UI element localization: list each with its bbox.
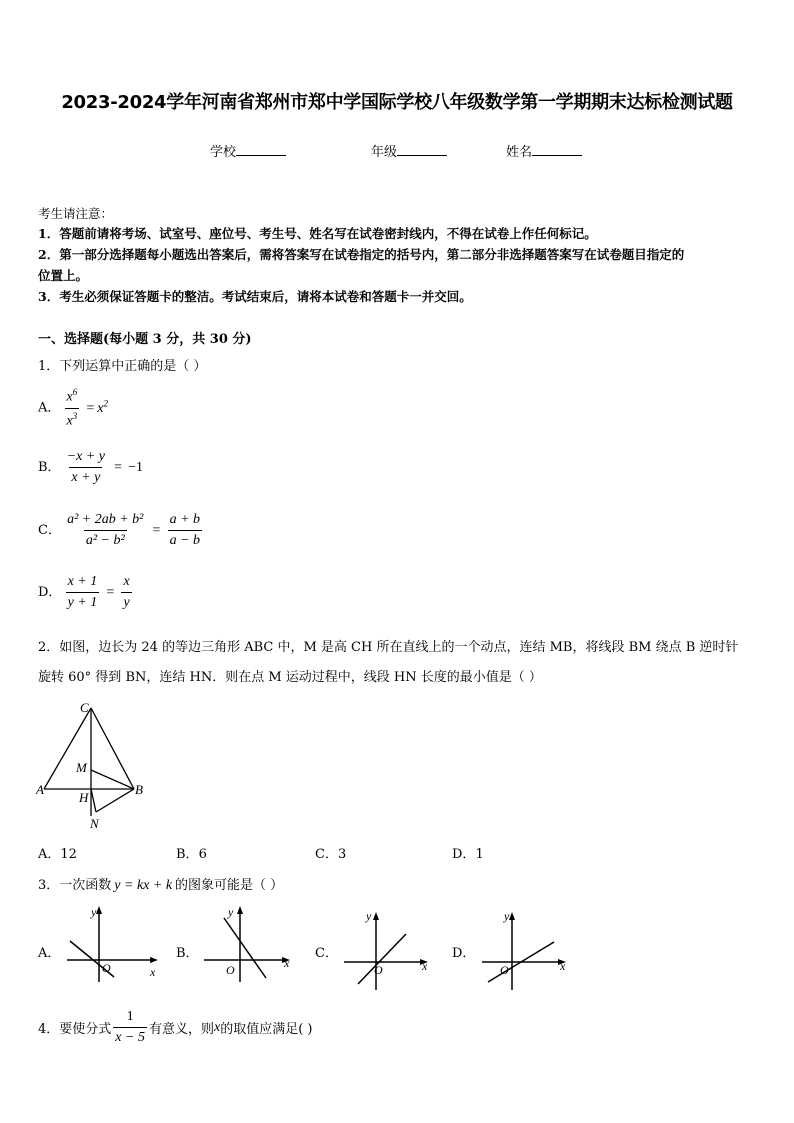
svg-text:x: x xyxy=(284,956,290,970)
segment-mb xyxy=(91,770,134,789)
notice-item-2b: 位置上。 xyxy=(38,268,89,283)
segment-hn xyxy=(91,789,96,812)
q3-stem: 3．一次函数 y = kx + k 的图象可能是（ ） xyxy=(38,878,284,893)
label-m: M xyxy=(76,760,87,775)
school-field xyxy=(210,141,286,160)
q1-d-label: D． xyxy=(38,585,62,600)
q1-c-label: C． xyxy=(38,523,61,538)
school-label: 学校 xyxy=(210,145,237,160)
q1-c-fraction-left: $\frac{\text{a² + 2ab + b²}}{\text{a² − b²}}$ xyxy=(67,512,144,548)
grade-field xyxy=(371,141,447,160)
page-title: 2023-2024学年河南省郑州市郑中学国际学校八年级数学第一学期期末达标检测试题 xyxy=(61,92,733,113)
q2-option-a: A．12 xyxy=(38,847,77,862)
svg-text:O: O xyxy=(226,963,235,977)
side-ac xyxy=(44,708,91,789)
q1-a-fraction: $\frac{x^6}{x^3}$ xyxy=(66,387,78,429)
q2-option-b: B．6 xyxy=(176,847,207,862)
q2-stem-line1: 2．如图，边长为 24 的等边三角形 ABC 中，M 是高 CH 所在直线上的一个动点，连结 MB，将线段 BM 绕点 B 逆时针 xyxy=(38,640,739,655)
q1-option-b: B． $\frac{-x + y}{x + y}$ = −1 xyxy=(38,449,143,485)
q1-option-a: A． $\frac{x^6}{x^3}$ = $x^2$ xyxy=(38,387,109,429)
q4-fraction: $\frac{1}{x - 5}$ xyxy=(115,1009,145,1045)
q4-stem: 4．要使分式 $\frac{1}{x - 5}$ 有意义，则 x 的取值应满足( ) xyxy=(38,1009,313,1045)
label-n: N xyxy=(90,816,99,831)
q1-a-label: A． xyxy=(38,400,61,416)
q3-graph-a xyxy=(62,904,162,984)
q3-option-b-label: B． xyxy=(176,946,199,961)
q3-option-d-label: D． xyxy=(452,946,476,961)
name-label: 姓名 xyxy=(506,145,533,160)
q3-option-a-label: A． xyxy=(38,946,61,961)
q3-graph-d xyxy=(478,904,578,992)
svg-text:y: y xyxy=(366,909,372,923)
q1-option-c: C． $\frac{\text{a² + 2ab + b²}}{\text{a² − b²}}$ = $\frac{a + b}{a - b}$ xyxy=(38,512,201,548)
side-bc xyxy=(91,708,134,789)
svg-text:x: x xyxy=(150,965,156,979)
segment-bn xyxy=(96,789,134,812)
name-field xyxy=(506,141,582,160)
grade-label: 年级 xyxy=(371,145,398,160)
label-b: B xyxy=(135,782,143,797)
q1-stem: 1．下列运算中正确的是（ ） xyxy=(38,359,207,374)
q1-c-fraction-right: $\frac{a + b}{a - b}$ xyxy=(169,512,201,548)
q2-option-c: C．3 xyxy=(315,847,347,862)
label-h: H xyxy=(79,790,89,805)
svg-text:x: x xyxy=(422,959,428,973)
q1-b-fraction: $\frac{-x + y}{x + y}$ xyxy=(66,449,106,485)
section-heading: 一、选择题(每小题 3 分，共 30 分) xyxy=(38,332,252,347)
grade-blank xyxy=(397,143,447,156)
notice-item-2a: 2．第一部分选择题每小题选出答案后，需将答案写在试卷指定的括号内，第二部分非选择题答案写在试卷题目指定的 xyxy=(38,247,685,262)
q2-option-d: D．1 xyxy=(452,847,484,862)
notice-item-1: 1．答题前请将考场、试室号、座位号、考生号、姓名写在试卷密封线内，不得在试卷上作任何标记。 xyxy=(38,226,597,241)
q1-b-label: B． xyxy=(38,460,61,475)
svg-text:O: O xyxy=(374,963,383,977)
q1-d-fraction-left: $\frac{x + 1}{y + 1}$ xyxy=(67,574,98,610)
svg-text:y: y xyxy=(228,905,234,919)
school-blank xyxy=(236,143,286,156)
svg-text:O: O xyxy=(500,963,509,977)
q3-option-c-label: C． xyxy=(315,946,338,961)
q3-graph-c xyxy=(338,904,438,992)
svg-text:y: y xyxy=(504,909,510,923)
q2-stem-line2: 旋转 60° 得到 BN，连结 HN．则在点 M 运动过程中，线段 HN 长度的最小值是（ ） xyxy=(38,670,542,685)
q2-figure xyxy=(36,694,151,834)
svg-text:y: y xyxy=(91,905,97,919)
q1-option-d: D． $\frac{x + 1}{y + 1}$ = $\frac{x}{y}$ xyxy=(38,574,130,610)
label-c: C xyxy=(80,700,89,715)
notice-item-3: 3．考生必须保证答题卡的整洁。考试结束后，请将本试卷和答题卡一并交回。 xyxy=(38,289,472,304)
q1-d-fraction-right: $\frac{x}{y}$ xyxy=(123,574,130,610)
svg-text:x: x xyxy=(560,959,566,973)
q3-graph-b xyxy=(198,904,298,984)
notice-heading: 考生请注意： xyxy=(38,206,114,221)
name-blank xyxy=(532,143,582,156)
svg-text:O: O xyxy=(102,961,111,975)
label-a: A xyxy=(36,782,44,797)
